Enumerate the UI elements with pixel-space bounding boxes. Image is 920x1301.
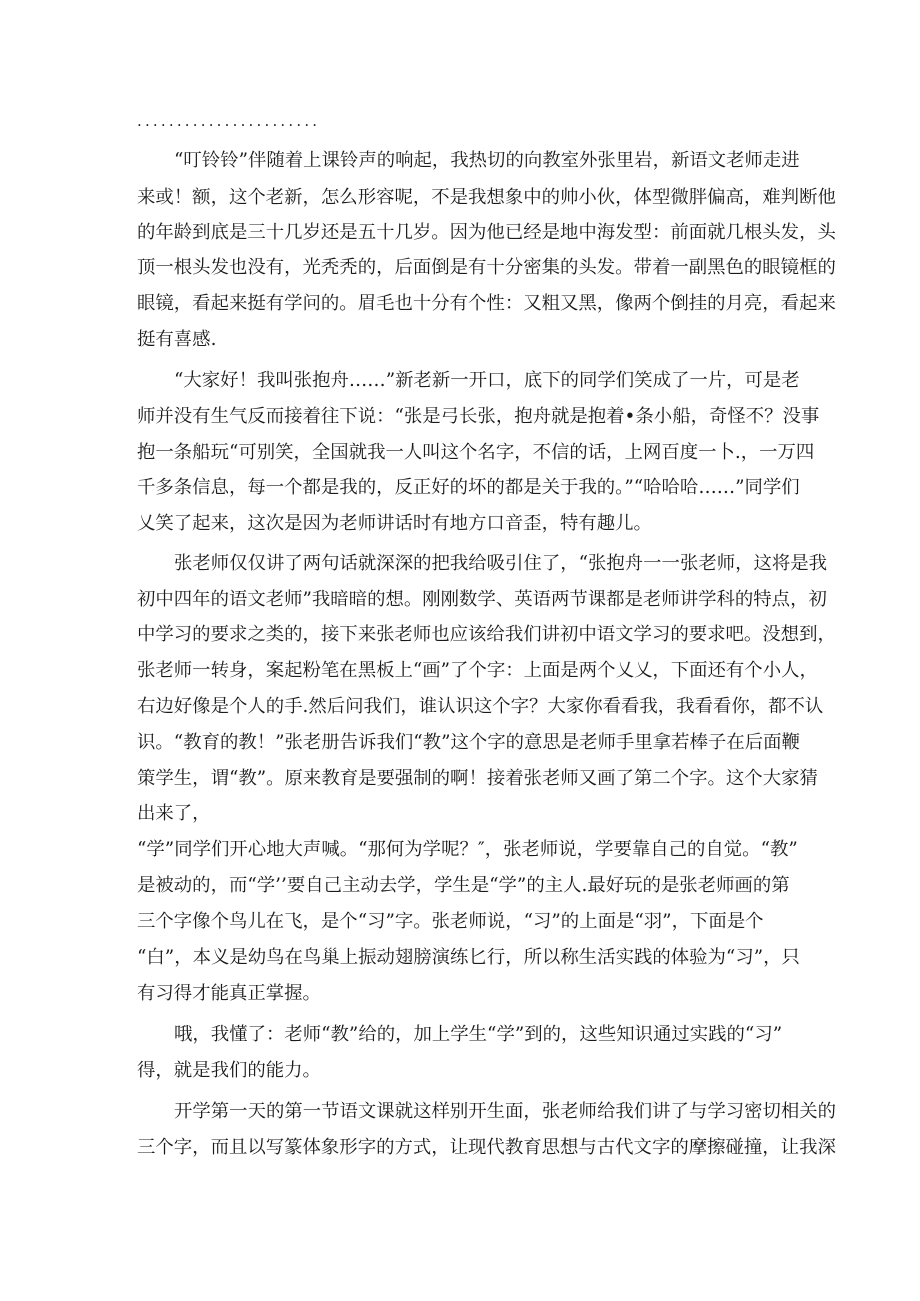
- paragraph-3-line-6: 识。“教育的教！”张老册告诉我们“教”这个字的意思是老师手里拿若棒子在后面鞭: [137, 732, 800, 753]
- paragraph-1-line-6: 挺有喜感.: [137, 329, 217, 350]
- paragraph-3-line-3: 中学习的要求之类的，接下来张老师也应该给我们讲初中语文学习的要求吧。没想到，: [137, 624, 836, 645]
- paragraph-4-line-2: 得，就是我们的能力。: [137, 1060, 321, 1081]
- paragraph-3-line-5: 右边好像是个人的手.然后问我们，谁认识这个字？大家你看看我，我看看你，都不认: [137, 696, 824, 717]
- paragraph-2-line-2: 师并没有生气反而接着往下说：“张是弓长张，抱舟就是抱着•条小船，奇怪不？没事: [137, 406, 820, 427]
- paragraph-3-line-13: 有习得才能真正掌握。: [137, 983, 321, 1004]
- paragraph-2-line-5: 乂笑了起来，这次是因为老师讲话时有地方口音歪，特有趣儿。: [137, 513, 652, 534]
- paragraph-3-line-4: 张老师一转身，案起粉笔在黑板上“画”了个字：上面是两个乂乂，下面还有个小人，: [137, 660, 818, 681]
- paragraph-1-line-4: 顶一根头发也没有，光秃秃的，后面倒是有十分密集的头发。带着一副黑色的眼镜框的: [137, 257, 836, 278]
- paragraph-3-line-1: 张老师仅仅讲了两句话就深深的把我给吸引住了，“张抱舟一一张老师，这将是我: [174, 553, 828, 574]
- paragraph-1-line-5: 眼镜，看起来挺有学问的。眉毛也十分有个性：又粗又黑，像两个倒挂的月亮，看起来: [137, 293, 836, 314]
- paragraph-3-line-12: “白”，本义是幼鸟在鸟巢上振动翅膀演练匕行，所以称生活实践的体验为“习”，只: [137, 947, 800, 968]
- paragraph-5-line-2: 三个字，而且以写篆体象形字的方式，让现代教育思想与古代文字的摩擦碰撞，让我深: [137, 1137, 836, 1158]
- paragraph-3-line-9: “学”同学们开心地大声喊。“那何为学呢？″，张老师说，学要靠自己的自觉。“教”: [137, 839, 798, 860]
- paragraph-2-line-1: “大家好！我叫张抱舟……”新老新一开口，底下的同学们笑成了一片，可是老: [174, 370, 800, 391]
- paragraph-1-line-3: 的年龄到底是三十几岁还是五十几岁。因为他已经是地中海发型：前面就几根头发，头: [137, 222, 836, 243]
- paragraph-3-line-10: 是被动的，而“学’’要自己主动去学，学生是“学”的主人.最好玩的是张老师画的第: [137, 875, 790, 896]
- paragraph-4-line-1: 哦，我懂了：老师“教”给的，加上学生“学”到的，这些知识通过实践的“习”: [174, 1024, 783, 1045]
- paragraph-3-line-8: 出来了，: [137, 803, 211, 824]
- paragraph-5-line-1: 开学第一天的第一节语文课就这样别开生面，张老师给我们讲了与学习密切相关的: [174, 1101, 837, 1122]
- paragraph-3-line-2: 初中四年的语文老师”我暗暗的想。刚刚数学、英语两节课都是老师讲学科的特点，初: [137, 589, 827, 610]
- paragraph-1-line-1: “叮铃铃”伴随着上课铃声的响起，我热切的向教室外张里岩，新语文老师走进: [174, 150, 800, 171]
- paragraph-2-line-4: 千多条信息，每一个都是我的，反正好的坏的都是关于我的。”“哈哈哈……”同学们: [137, 477, 800, 498]
- paragraph-3-line-7: 策学生，谓“教”。原来教育是要强制的啊！接着张老师又画了第二个字。这个大家猜: [137, 768, 818, 789]
- paragraph-1-line-2: 来或！额，这个老新，怎么形容呢，不是我想象中的帅小伙，体型微胖偏高，难判断他: [137, 187, 836, 208]
- paragraph-3-line-11: 三个字像个鸟儿在飞，是个“习”字。张老师说，“习”的上面是“羽”，下面是个: [137, 911, 764, 932]
- paragraph-2-line-3: 抱一条船玩“可别笑，全国就我一人叫这个名字，不信的话，上网百度一卜.，一万四: [137, 442, 815, 463]
- leader-dots: .......................: [137, 112, 321, 130]
